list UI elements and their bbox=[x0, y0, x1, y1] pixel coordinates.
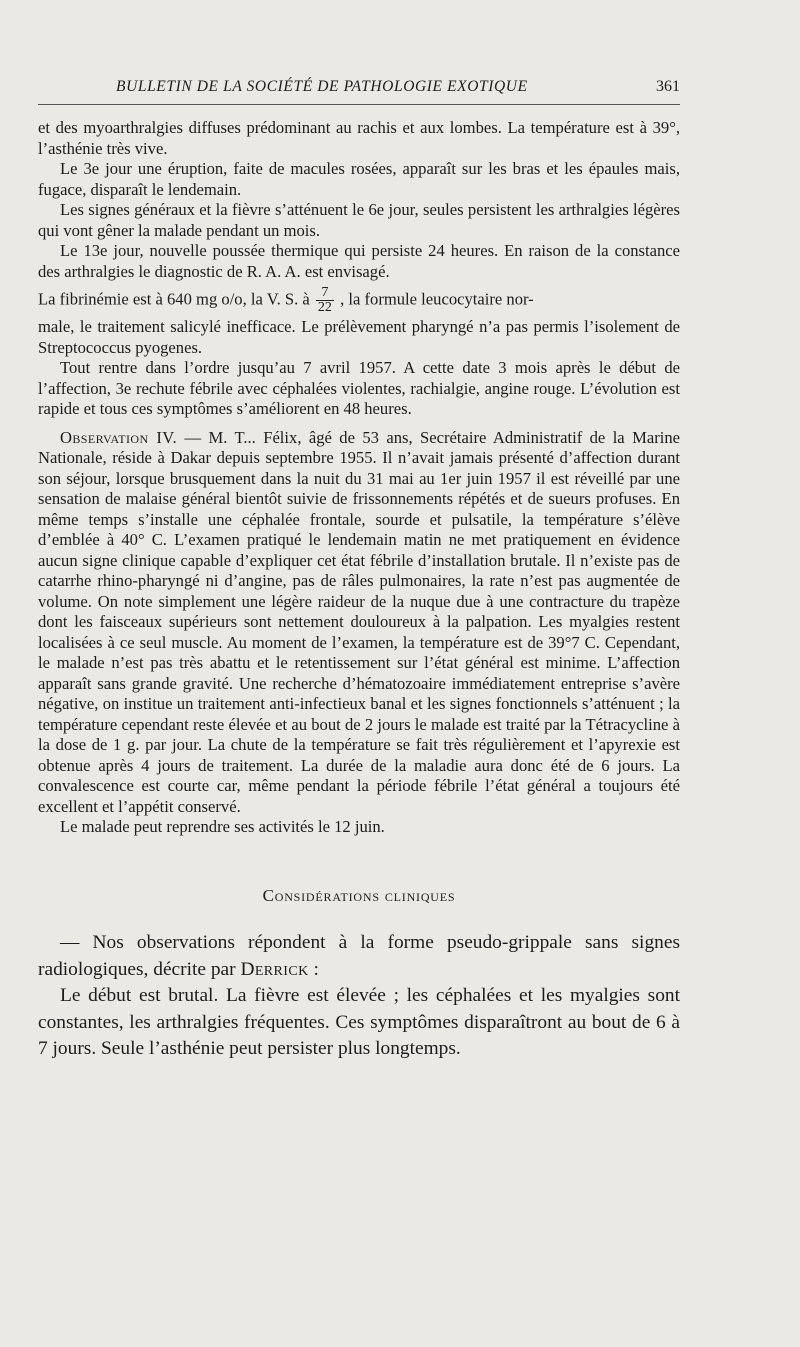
paragraph-6: male, le traitement salicylé inefficace. Le prélèvement pharyngé n’a pas permis l’isolement de Streptococcus pyogenes. bbox=[38, 317, 680, 357]
section-paragraph-2: Le début est brutal. La fièvre est élevée ; les céphalées et les myalgies sont constantes, les arthralgies fréquentes. Ces symptômes disparaîtront au bout de 6 à 7 jours. Seule l’asthénie peut persister plus longtemps. bbox=[38, 985, 680, 1059]
paragraph-1: et des myoarthralgies diffuses prédominant au rachis et aux lombes. La température est à 39°, l’asthénie très vive. bbox=[38, 118, 680, 158]
observation-iv bbox=[38, 428, 680, 818]
paragraph-5 bbox=[38, 286, 680, 315]
paragraph-8: Le malade peut reprendre ses activités le 12 juin. bbox=[60, 817, 385, 836]
observation-label: Observation IV. bbox=[60, 427, 178, 447]
section-paragraph-1-before: — Nos observations répondent à la forme pseudo-grippale sans signes radiologiques, décrite par bbox=[38, 932, 680, 980]
page-number: 361 bbox=[656, 78, 680, 95]
fraction-denominator: 22 bbox=[317, 300, 332, 315]
paragraph-3: Les signes généraux et la fièvre s’atténuent le 6e jour, seules persistent les arthralgies légères qui vont gêner la malade pendant un mois. bbox=[38, 200, 680, 240]
paragraph-4: Le 13e jour, nouvelle poussée thermique qui persiste 24 heures. En raison de la constance des arthralgies le diagnostic de R. A. A. est envisagé. bbox=[38, 241, 680, 281]
section-title: Considérations cliniques bbox=[262, 885, 456, 905]
paragraph-7: Tout rentre dans l’ordre jusqu’au 7 avril 1957. A cette date 3 mois après le début de l’affection, 3e rechute fébrile avec céphalées violentes, rachialgie, angine rouge. L’évolution est rapide et tous ces symptômes s’améliorent en 48 heures. bbox=[38, 358, 680, 418]
section-body bbox=[38, 930, 680, 1063]
author-name: Derrick bbox=[240, 958, 309, 980]
section-paragraph-1-after: : bbox=[308, 958, 319, 980]
running-header bbox=[38, 74, 680, 105]
spacer bbox=[38, 420, 680, 428]
fraction-numerator: 7 bbox=[316, 286, 334, 301]
running-title: BULLETIN DE LA SOCIÉTÉ DE PATHOLOGIE EXOTIQUE bbox=[116, 78, 528, 95]
paragraph-5-after: , la formule leucocytaire nor- bbox=[340, 289, 534, 309]
section-paragraph-1 bbox=[38, 930, 680, 983]
body-text bbox=[38, 118, 680, 1063]
observation-text: — M. T... Félix, âgé de 53 ans, Secrétaire Administratif de la Marine Nationale, réside à Dakar depuis septembre 1955. Il n’avait jamais présenté d’affection durant son séjour, lorsque brusquement dans la nuit du 31 mai au 1er juin 1957 il est réveillé par une sensation de malaise général bientôt suivie de frissonnements répétés et de sueurs profuses. En même temps s’installe une céphalée frontale, sourde et pulsatile, la température s’élève d’emblée à 40° C. L’examen pratiqué le lendemain matin ne met pratiquement en évidence aucun signe clinique capable d’expliquer cet état fébrile d’installation brutale. Il n’existe pas de catarrhe rhino-pharyngé ni d’angine, pas de râles pulmonaires, la rate n’est pas augmentée de volume. On note simplement une légère raideur de la nuque due à une contracture du trapèze dont les faisceaux supérieurs sont nettement douloureux à la palpation. Les myalgies restent localisées à ce seul muscle. Au moment de l’examen, la température est de 39°7 C. Cependant, le malade n’est pas très abattu et le retentissement sur l’état général est minime. L’affection apparaît sans grande gravité. Une recherche d’hématozoaire immédiatement entreprise s’avère négative, on institue un traitement anti-infectieux banal et les signes fonctionnels s’atténuent ; la température cependant reste élevée et au bout de 2 jours le malade est traité par la Tétracycline à la dose de 1 g. par jour. La chute de la température se fait très régulièrement et l’apyrexie est obtenue après 4 jours de traitement. La durée de la maladie aura donc été de 6 jours. La convalescence est courte car, même pendant la période fébrile l’état général a toujours été excellent et l’appétit conservé. bbox=[38, 427, 680, 816]
paragraph-5-before: La fibrinémie est à 640 mg o/o, la V. S. à bbox=[38, 289, 310, 309]
fraction bbox=[316, 286, 334, 315]
paragraph-2: Le 3e jour une éruption, faite de macules rosées, apparaît sur les bras et les épaules mais, fugace, disparaît le lendemain. bbox=[38, 159, 680, 199]
